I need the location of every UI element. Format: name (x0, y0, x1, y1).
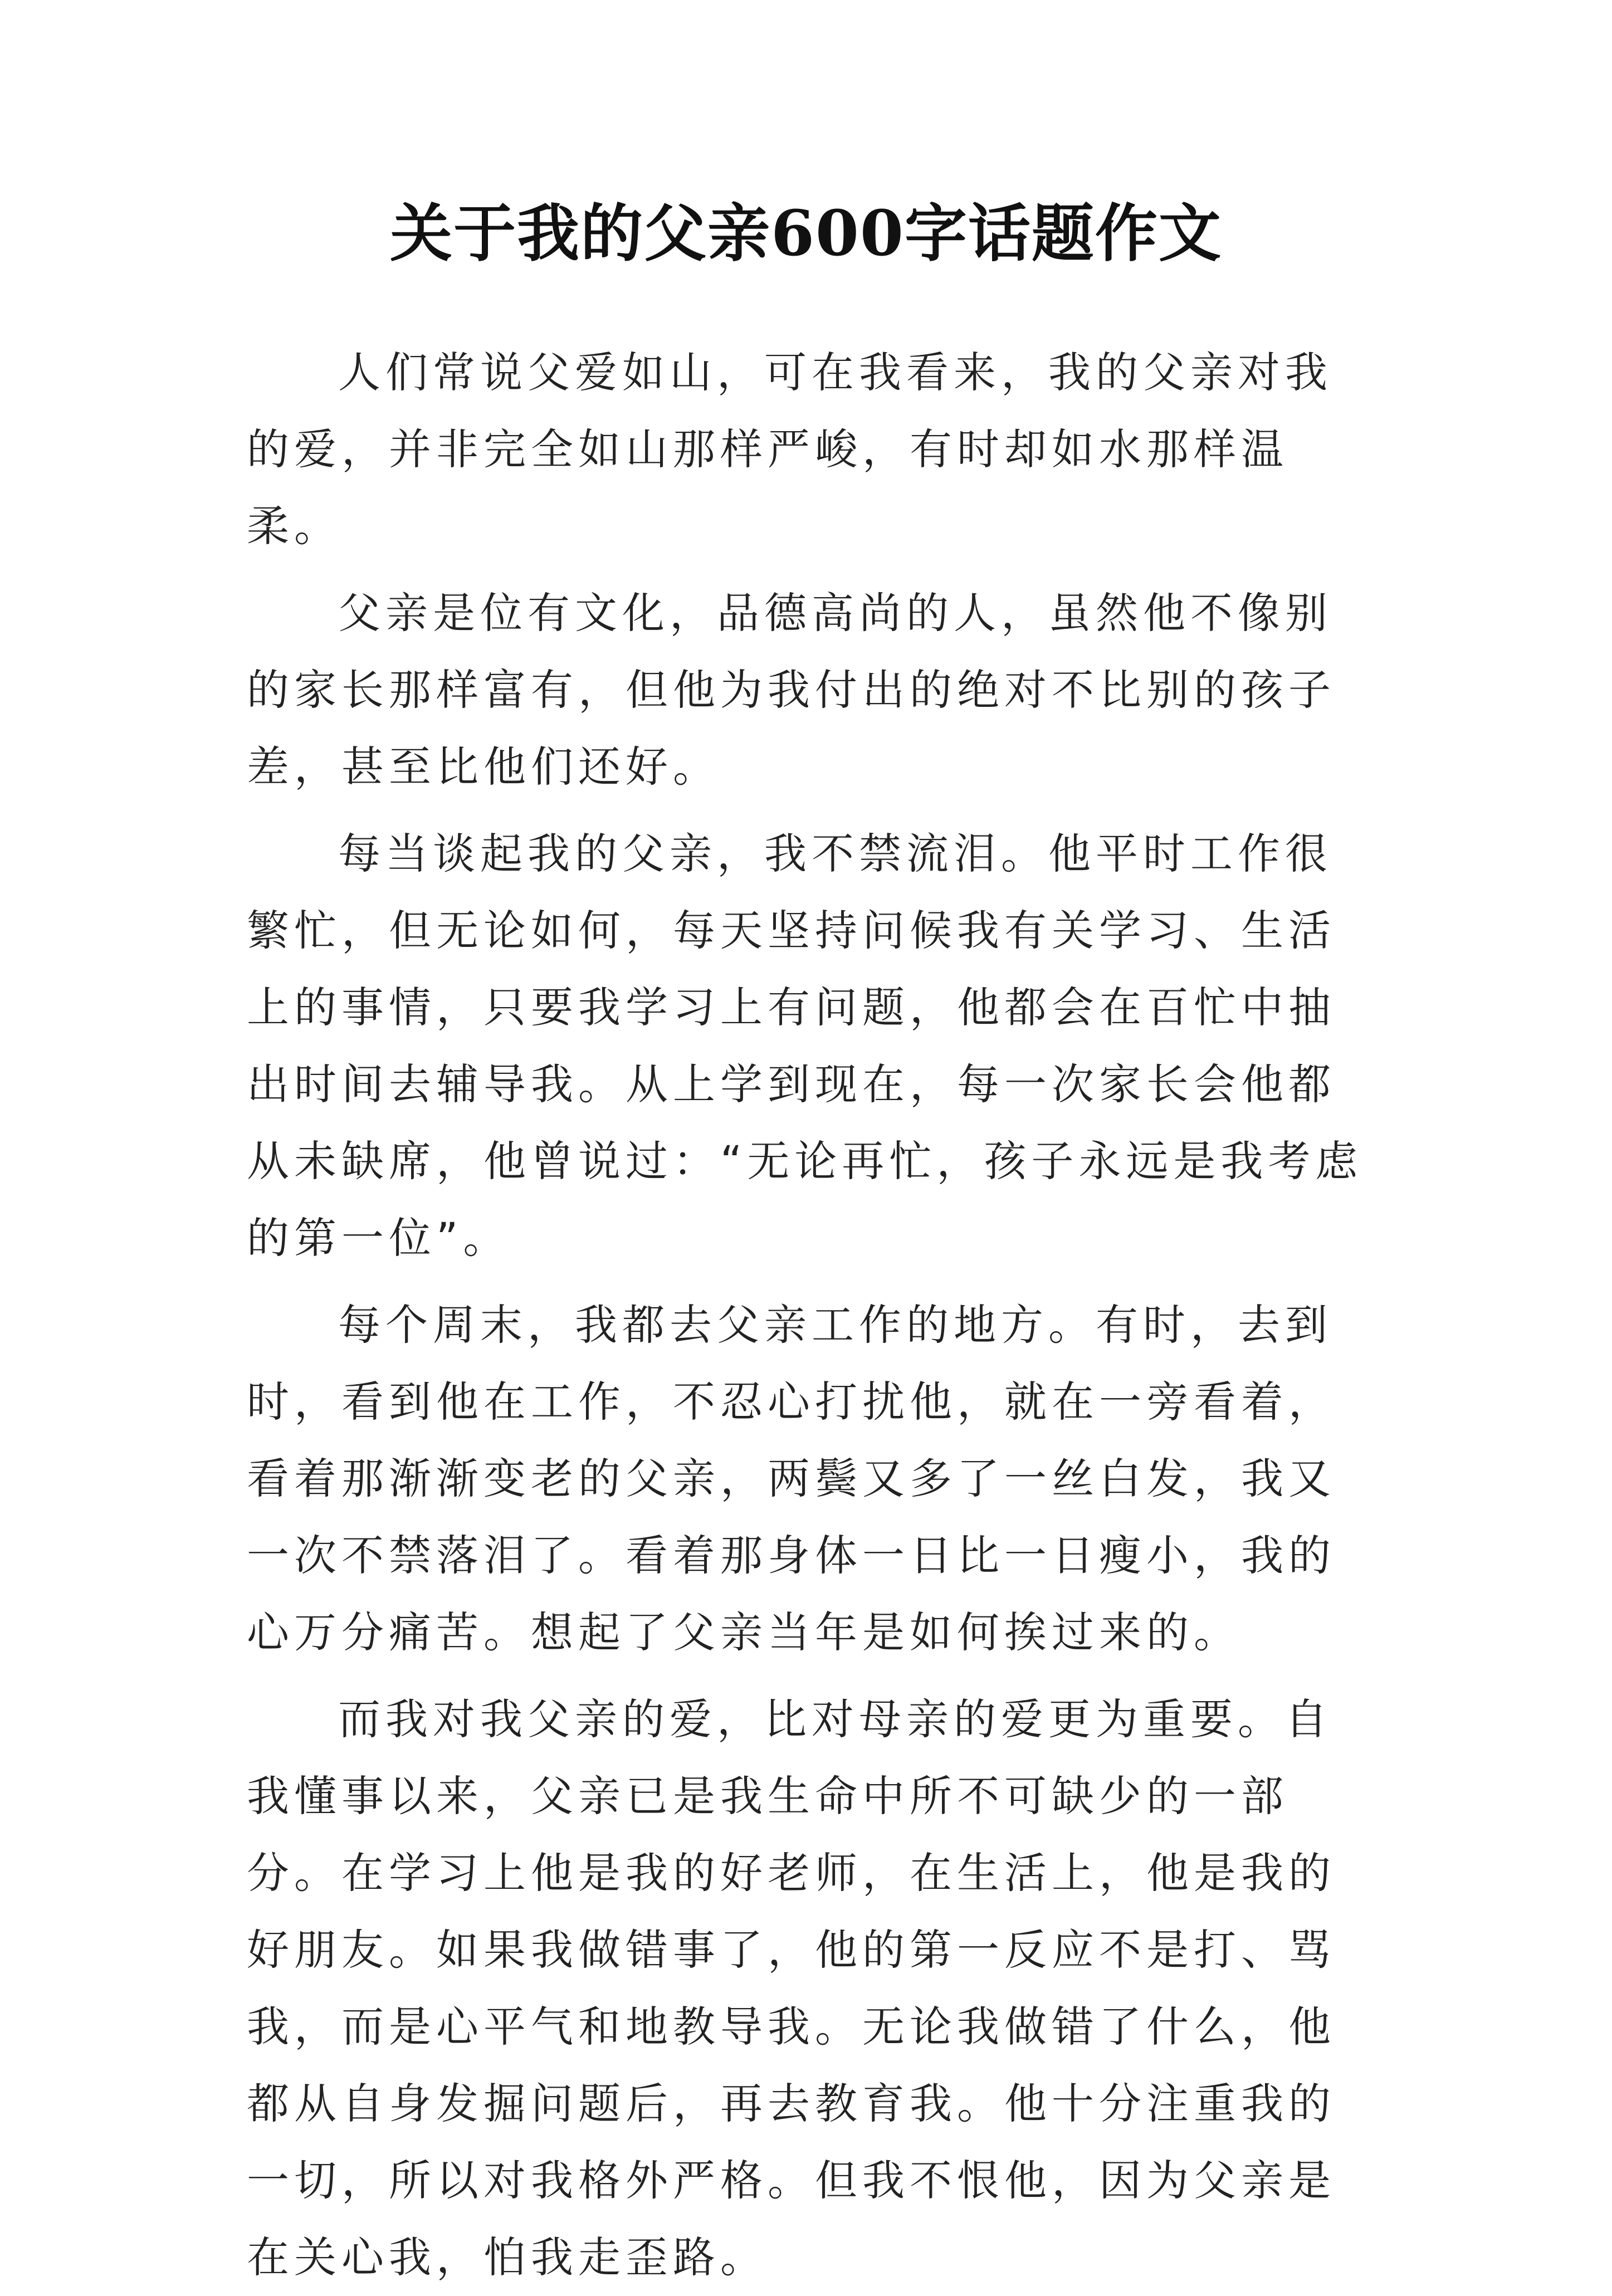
document-title: 关于我的父亲600字话题作文 (390, 197, 1222, 270)
paragraph-3: 每当谈起我的父亲，我不禁流泪。他平时工作很繁忙，但无论如何，每天坚持问候我有关学习、生活上的事情，只要我学习上有问题，他都会在百忙中抽出时间去辅导我。从上学到现在，每一次家长会他都从未缺席，他曾说过：“无论再忙，孩子永远是我考虑的第一位”。 (247, 829, 1363, 1263)
paragraph-5: 而我对我父亲的爱，比对母亲的爱更为重要。自我懂事以来，父亲已是我生命中所不可缺少的一部分。在学习上他是我的好老师，在生活上，他是我的好朋友。如果我做错事了，他的第一反应不是打、骂我，而是心平气和地教导我。无论我做错了什么，他都从自身发掘问题后，再去教育我。他十分注重我的一切，所以对我格外严格。但我不恨他，因为父亲是在关心我，怕我走歪路。 (247, 1694, 1336, 2282)
paragraph-2: 父亲是位有文化，品德高尚的人，虽然他不像别的家长那样富有，但他为我付出的绝对不比别的孩子差，甚至比他们还好。 (247, 588, 1336, 792)
paragraph-4: 每个周末，我都去父亲工作的地方。有时，去到时，看到他在工作，不忍心打扰他，就在一旁看着，看着那渐渐变老的父亲，两鬓又多了一丝白发，我又一次不禁落泪了。看着那身体一日比一日瘦小，我的心万分痛苦。想起了父亲当年是如何挨过来的。 (247, 1300, 1336, 1657)
document-body (247, 334, 1377, 2296)
paragraph-1: 人们常说父爱如山，可在我看来，我的父亲对我的爱，并非完全如山那样严峻，有时却如水那样温柔。 (247, 348, 1332, 551)
